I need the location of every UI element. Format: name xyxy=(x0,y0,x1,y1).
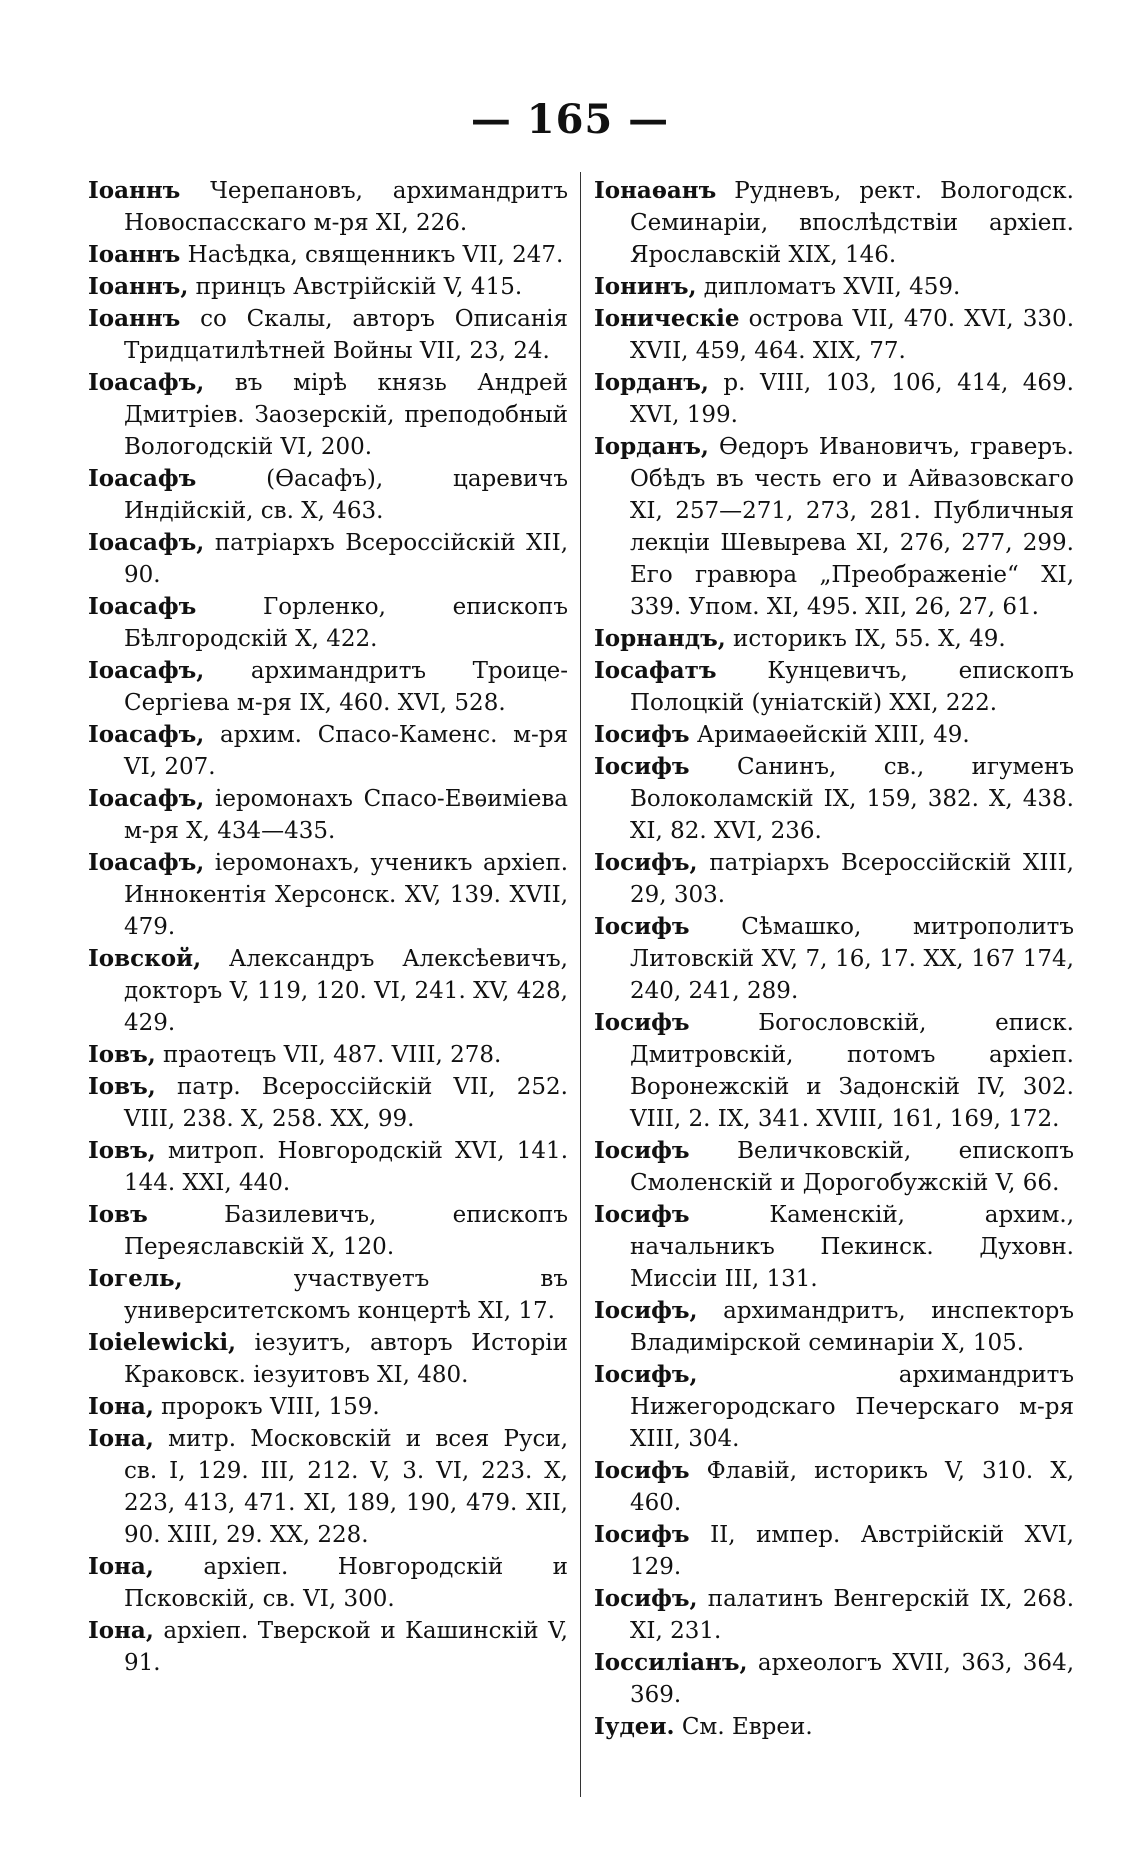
entry-heading: Іона, xyxy=(88,1553,154,1580)
entry-text: Богословскій, еписк. Дмитровскій, потомъ архіеп. Воронежскій и Задонскій IV, 302. VIII, 2. IX, 341. XVIII, 161, 169, 172. xyxy=(630,1010,1074,1132)
entry-heading: Іонаѳанъ xyxy=(594,177,717,204)
entry-heading: Іоаннъ xyxy=(88,177,181,204)
left-column xyxy=(88,175,568,1743)
entry-heading: Іорнандъ, xyxy=(594,625,726,652)
entry-heading: Іоаннъ xyxy=(88,305,181,332)
entry-text: Санинъ, св., игуменъ Волоколамскій IX, 159, 382. X, 438. XI, 82. XVI, 236. xyxy=(630,754,1074,844)
index-entry xyxy=(88,719,568,783)
index-entry xyxy=(88,847,568,943)
index-entry xyxy=(594,271,1074,303)
entry-text: іезуитъ, авторъ Исторіи Краковск. іезуитовъ XI, 480. xyxy=(124,1330,568,1388)
entry-text: острова VII, 470. XVI, 330. XVII, 459, 464. XIX, 77. xyxy=(630,306,1075,364)
entry-text: архимандритъ Нижегородскаго Печерскаго м-ря XIII, 304. xyxy=(630,1362,1074,1452)
entry-heading: Іона, xyxy=(88,1617,154,1644)
entry-heading: Іоссиліанъ, xyxy=(594,1649,748,1676)
entry-heading: Іорданъ, xyxy=(594,433,709,460)
index-entry xyxy=(88,1071,568,1135)
entry-text: палатинъ Венгерскій IX, 268. XI, 231. xyxy=(630,1586,1075,1644)
index-entry xyxy=(88,271,568,303)
entry-text: Величковскій, епископъ Смоленскій и Дорогобужскій V, 66. xyxy=(630,1138,1075,1196)
index-entry xyxy=(594,1711,1074,1743)
index-entry xyxy=(88,367,568,463)
entry-heading: Іосифъ xyxy=(594,913,690,940)
entry-heading: Іогель, xyxy=(88,1265,183,1292)
index-entry xyxy=(88,1551,568,1615)
index-entry xyxy=(88,1391,568,1423)
entry-heading: Іосифъ, xyxy=(594,1361,698,1388)
entry-text: принцъ Австрійскій V, 415. xyxy=(195,274,523,300)
entry-text: іеромонахъ Спасо-Евѳиміева м-ря X, 434—435. xyxy=(124,786,568,844)
entry-text: Александръ Алексѣевичъ, докторъ V, 119, 120. VI, 241. XV, 428, 429. xyxy=(124,946,568,1036)
entry-text: Черепановъ, архимандритъ Новоспасскаго м-ря XI, 226. xyxy=(124,178,568,236)
entry-heading: Іовской, xyxy=(88,945,202,972)
right-column xyxy=(594,175,1074,1743)
index-entry xyxy=(88,783,568,847)
index-entry xyxy=(88,1327,568,1391)
entry-heading: Іосифъ xyxy=(594,1521,690,1548)
entry-heading: Іоническіе xyxy=(594,305,740,332)
entry-text: Рудневъ, рект. Вологодск. Семинаріи, впослѣдствіи архіеп. Ярославскій XIX, 146. xyxy=(630,178,1074,268)
index-entry xyxy=(594,1647,1074,1711)
index-entry xyxy=(594,1583,1074,1647)
index-entry xyxy=(594,847,1074,911)
page-number: — 165 — xyxy=(470,96,670,143)
index-entry xyxy=(88,943,568,1039)
entry-text: митр. Московскій и всея Руси, св. I, 129. III, 212. V, 3. VI, 223. X, 223, 413, 471. XI, 189, 190, 479. XII, 90. XIII, 29. XX, 228. xyxy=(124,1426,568,1548)
entry-heading: Ioielewicki, xyxy=(88,1329,237,1356)
entry-heading: Іовъ, xyxy=(88,1041,156,1068)
entry-text: р. VIII, 103, 106, 414, 469. XVI, 199. xyxy=(630,370,1074,428)
entry-heading: Іосифъ xyxy=(594,1137,690,1164)
entry-heading: Іоасафъ, xyxy=(88,369,205,396)
index-entry xyxy=(594,367,1074,431)
entry-text: со Скалы, авторъ Описанія Тридцатилѣтней Войны VII, 23, 24. xyxy=(124,306,569,364)
entry-text: архим. Спасо-Каменс. м-ря VI, 207. xyxy=(124,722,569,780)
entry-heading: Іосафатъ xyxy=(594,657,717,684)
index-entry xyxy=(88,1199,568,1263)
entry-text: патр. Всероссійскій VII, 252. VIII, 238. X, 258. XX, 99. xyxy=(124,1074,568,1132)
entry-heading: Іосифъ xyxy=(594,1201,690,1228)
entry-text: Кунцевичъ, епископъ Полоцкій (уніатскій) XXI, 222. xyxy=(630,658,1074,716)
index-entry xyxy=(594,1199,1074,1295)
entry-text: Каменскій, архим., начальникъ Пекинск. Духовн. Миссіи III, 131. xyxy=(630,1202,1074,1292)
entry-text: дипломатъ XVII, 459. xyxy=(703,274,961,300)
entry-heading: Іосифъ, xyxy=(594,1297,698,1324)
entry-text: Аримаѳейскій XIII, 49. xyxy=(696,722,970,748)
entry-heading: Іонинъ, xyxy=(594,273,697,300)
entry-heading: Іорданъ, xyxy=(594,369,709,396)
entry-heading: Іовъ xyxy=(88,1201,148,1228)
entry-heading: Іоаннъ, xyxy=(88,273,189,300)
entry-text: археологъ XVII, 363, 364, 369. xyxy=(630,1650,1075,1708)
entry-text: историкъ IX, 55. X, 49. xyxy=(733,626,1006,652)
index-entry xyxy=(594,911,1074,1007)
entry-heading: Іоаннъ xyxy=(88,241,181,268)
entry-heading: Іоасафъ xyxy=(88,465,197,492)
entry-text: Насѣдка, священникъ VII, 247. xyxy=(187,242,564,268)
index-entry xyxy=(594,623,1074,655)
index-entry xyxy=(594,1455,1074,1519)
index-entry xyxy=(88,303,568,367)
entry-heading: Іосифъ, xyxy=(594,1585,698,1612)
entry-heading: Іосифъ, xyxy=(594,849,698,876)
entry-heading: Іосифъ xyxy=(594,1457,690,1484)
entry-heading: Іовъ, xyxy=(88,1073,156,1100)
entry-heading: Іовъ, xyxy=(88,1137,156,1164)
entry-heading: Іона, xyxy=(88,1425,154,1452)
entry-text: Базилевичъ, епископъ Переяславскій X, 120. xyxy=(124,1202,568,1260)
entry-text: Флавій, историкъ V, 310. X, 460. xyxy=(630,1458,1075,1516)
entry-text: Ѳедоръ Ивановичъ, граверъ. Обѣдъ въ честь его и Айвазовскаго XI, 257—271, 273, 281. Публичныя лекціи Шевырева XI, 276, 277, 299. Его гравюра „Преображеніе“ XI, 339. Упом. XI, 495. XII, 26, 27, 61. xyxy=(630,434,1074,620)
index-entry xyxy=(88,1263,568,1327)
entry-text: архіеп. Новгородскій и Псковскій, св. VI, 300. xyxy=(124,1554,568,1612)
index-entry xyxy=(594,719,1074,751)
entry-text: пророкъ VIII, 159. xyxy=(161,1394,380,1420)
index-entry xyxy=(88,1135,568,1199)
entry-heading: Іоасафъ, xyxy=(88,785,205,812)
entry-heading: Іона, xyxy=(88,1393,154,1420)
index-entry xyxy=(88,175,568,239)
entry-text: іеромонахъ, ученикъ архіеп. Иннокентія Херсонск. XV, 139. XVII, 479. xyxy=(124,850,569,940)
entry-text: праотецъ VII, 487. VIII, 278. xyxy=(163,1042,502,1068)
index-entry xyxy=(594,1295,1074,1359)
entry-text: патріархъ Всероссійскій XIII, 29, 303. xyxy=(630,850,1074,908)
entry-heading: Іосифъ xyxy=(594,1009,690,1036)
index-entry xyxy=(88,527,568,591)
index-entry xyxy=(594,1359,1074,1455)
index-entry xyxy=(88,1615,568,1679)
entry-heading: Іоасафъ, xyxy=(88,849,205,876)
entry-text: въ мірѣ князь Андрей Дмитріев. Заозерскій, преподобный Вологодскій VI, 200. xyxy=(124,370,568,460)
entry-text: участвуетъ въ университетскомъ концертѣ XI, 17. xyxy=(124,1266,569,1324)
entry-heading: Іоасафъ xyxy=(88,593,197,620)
entry-text: патріархъ Всероссійскій XII, 90. xyxy=(124,530,568,588)
index-entry xyxy=(594,431,1074,623)
index-entry xyxy=(88,239,568,271)
entry-text: митроп. Новгородскій XVI, 141. 144. XXI, 440. xyxy=(124,1138,569,1196)
entry-text: См. Евреи. xyxy=(681,1714,813,1740)
entry-heading: Іосифъ xyxy=(594,721,690,748)
entry-heading: Іоасафъ, xyxy=(88,529,205,556)
index-entry xyxy=(88,655,568,719)
entry-heading: Іоасафъ, xyxy=(88,721,205,748)
index-entry xyxy=(88,1423,568,1551)
entry-heading: Іоасафъ, xyxy=(88,657,205,684)
entry-text: архимандритъ Троице-Сергіева м-ря IX, 460. XVI, 528. xyxy=(124,658,568,716)
entry-text: архимандритъ, инспекторъ Владимірской семинаріи X, 105. xyxy=(630,1298,1074,1356)
index-entry xyxy=(594,751,1074,847)
index-columns xyxy=(88,175,1074,1743)
index-entry xyxy=(594,1007,1074,1135)
index-entry xyxy=(594,1135,1074,1199)
entry-text: (Ѳасафъ), царевичъ Индійскій, св. X, 463. xyxy=(124,466,568,524)
entry-text: архіеп. Тверской и Кашинскій V, 91. xyxy=(124,1618,568,1676)
entry-text: Сѣмашко, митрополитъ Литовскій XV, 7, 16, 17. XX, 167 174, 240, 241, 289. xyxy=(630,914,1074,1004)
entry-text: Горленко, епископъ Бѣлгородскій X, 422. xyxy=(124,594,568,652)
index-entry xyxy=(594,175,1074,271)
entry-heading: Іосифъ xyxy=(594,753,690,780)
index-entry xyxy=(88,463,568,527)
index-entry xyxy=(88,1039,568,1071)
index-entry xyxy=(88,591,568,655)
entry-heading: Іудеи. xyxy=(594,1713,675,1740)
index-entry xyxy=(594,1519,1074,1583)
index-entry xyxy=(594,303,1074,367)
entry-text: II, импер. Австрійскій XVI, 129. xyxy=(630,1522,1074,1580)
index-entry xyxy=(594,655,1074,719)
